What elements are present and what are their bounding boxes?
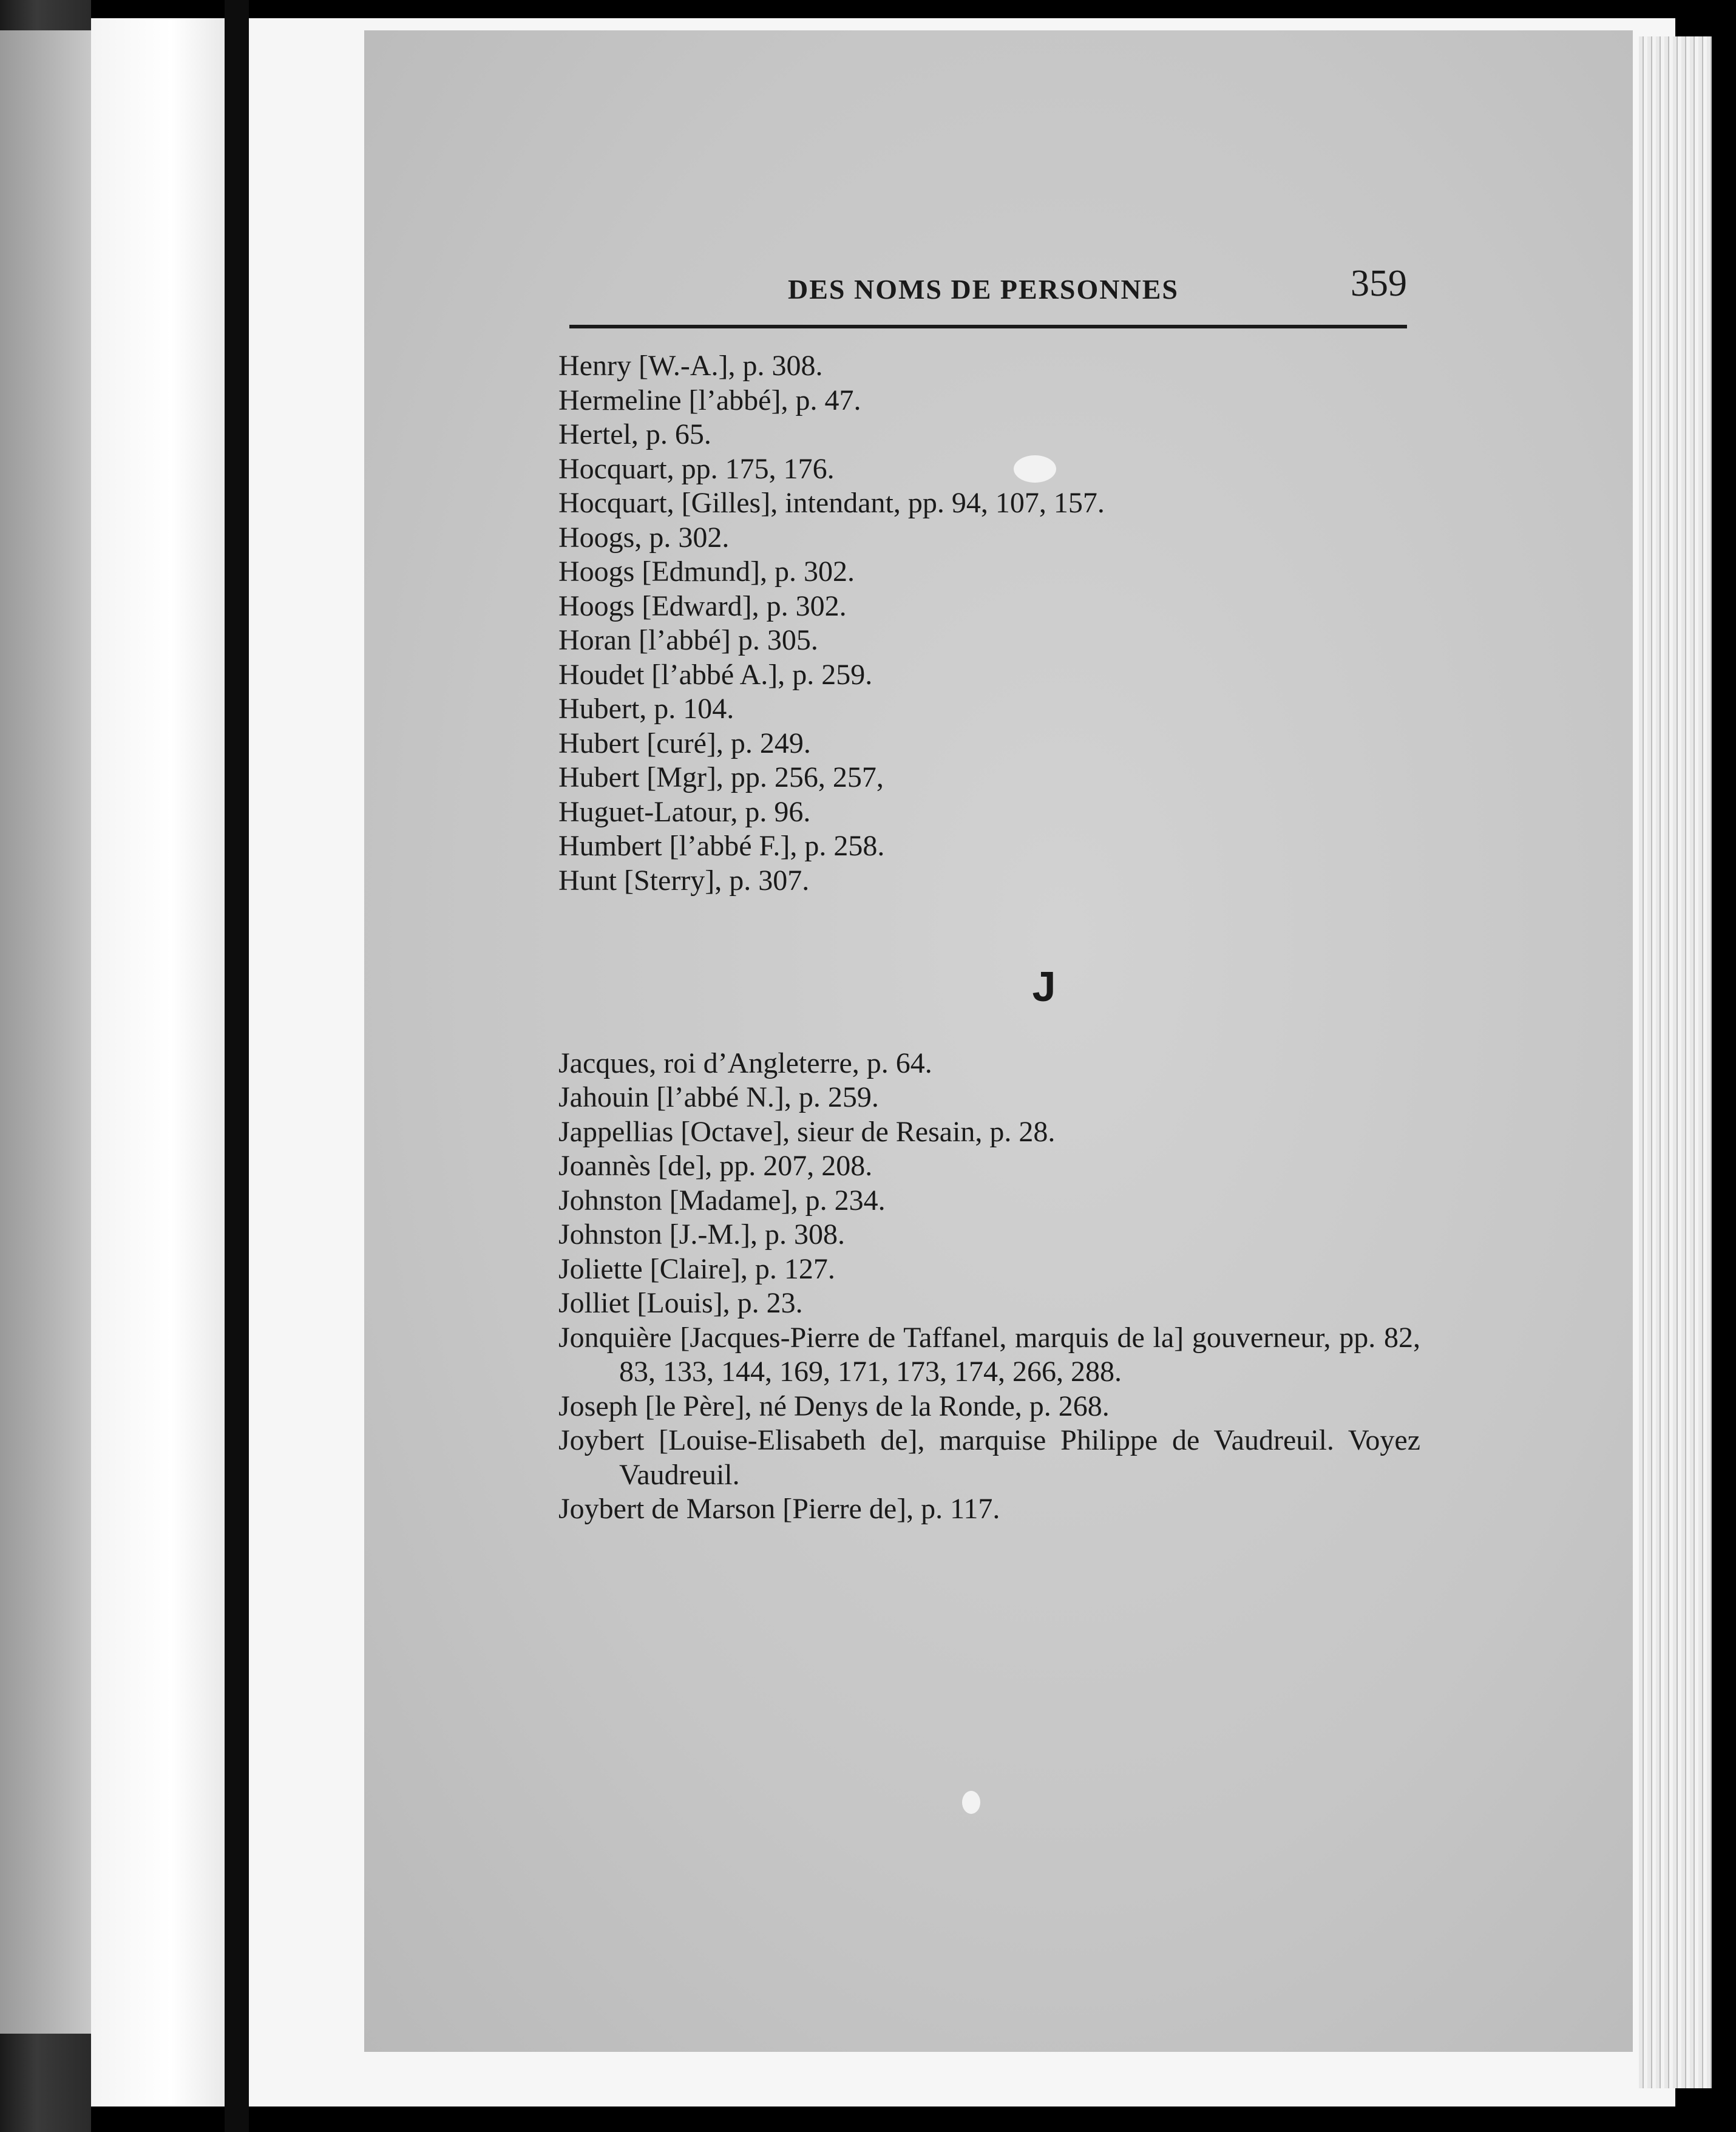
left-page-margin xyxy=(91,18,225,2107)
index-entry: Jonquière [Jacques-Pierre de Taffanel, marquis de la] gouverneur, pp. 82, 83, 133, 144, 169, 171, 173, 174, 266, 288. xyxy=(558,1321,1420,1388)
running-title: DES NOMS DE PERSONNES xyxy=(788,274,1179,305)
index-entry: Jahouin [l’abbé N.], p. 259. xyxy=(558,1081,879,1113)
index-entry: Horan [l’abbé] p. 305. xyxy=(558,624,818,656)
index-entry: Joybert de Marson [Pierre de], p. 117. xyxy=(558,1493,1000,1525)
index-entry: Hocquart, pp. 175, 176. xyxy=(558,452,835,485)
index-entry: Jacques, roi d’Angleterre, p. 64. xyxy=(558,1047,932,1079)
index-entry: Hunt [Sterry], p. 307. xyxy=(558,864,810,897)
page-number: 359 xyxy=(1351,263,1407,304)
index-entry: Houdet [l’abbé A.], p. 259. xyxy=(558,658,873,691)
paper-speck xyxy=(962,1791,980,1814)
index-entry: Joannès [de], pp. 207, 208. xyxy=(558,1150,873,1182)
index-entry: Hoogs [Edmund], p. 302. xyxy=(558,555,855,588)
left-page-edge xyxy=(0,30,91,2034)
index-entry: Hertel, p. 65. xyxy=(558,418,711,450)
section-letter: J xyxy=(1032,963,1056,1010)
index-entry: Henry [W.-A.], p. 308. xyxy=(558,350,823,382)
index-entry: Jolliet [Louis], p. 23. xyxy=(558,1287,803,1319)
index-entry: Joybert [Louise-Elisabeth de], marquise Philippe de Vaudreuil. Voyez Vaudreuil. xyxy=(558,1424,1420,1491)
index-entry: Hocquart, [Gilles], intendant, pp. 94, 107, 157. xyxy=(558,487,1105,519)
index-entry: Hubert, p. 104. xyxy=(558,693,734,725)
index-entry: Huguet-Latour, p. 96. xyxy=(558,795,811,828)
index-entry: Hubert [curé], p. 249. xyxy=(558,727,811,759)
index-entry: Hermeline [l’abbé], p. 47. xyxy=(558,384,861,416)
index-entry: Hoogs [Edward], p. 302. xyxy=(558,589,847,622)
index-entry: Johnston [J.-M.], p. 308. xyxy=(558,1218,846,1251)
book-gutter xyxy=(225,0,249,2132)
index-entry: Johnston [Madame], p. 234. xyxy=(558,1184,886,1217)
page-header xyxy=(569,263,1407,334)
index-entry: Jappellias [Octave], sieur de Resain, p. 28. xyxy=(558,1115,1056,1148)
index-entry: Hubert [Mgr], pp. 256, 257, xyxy=(558,761,884,793)
header-rule xyxy=(569,325,1407,328)
index-entry: Humbert [l’abbé F.], p. 258. xyxy=(558,830,885,862)
index-entries xyxy=(558,349,1420,1527)
index-entry: Joseph [le Père], né Denys de la Ronde, p. 268. xyxy=(558,1390,1110,1422)
page-fore-edges xyxy=(1639,36,1712,2088)
index-entry: Joliette [Claire], p. 127. xyxy=(558,1252,835,1285)
index-entry: Hoogs, p. 302. xyxy=(558,521,730,554)
